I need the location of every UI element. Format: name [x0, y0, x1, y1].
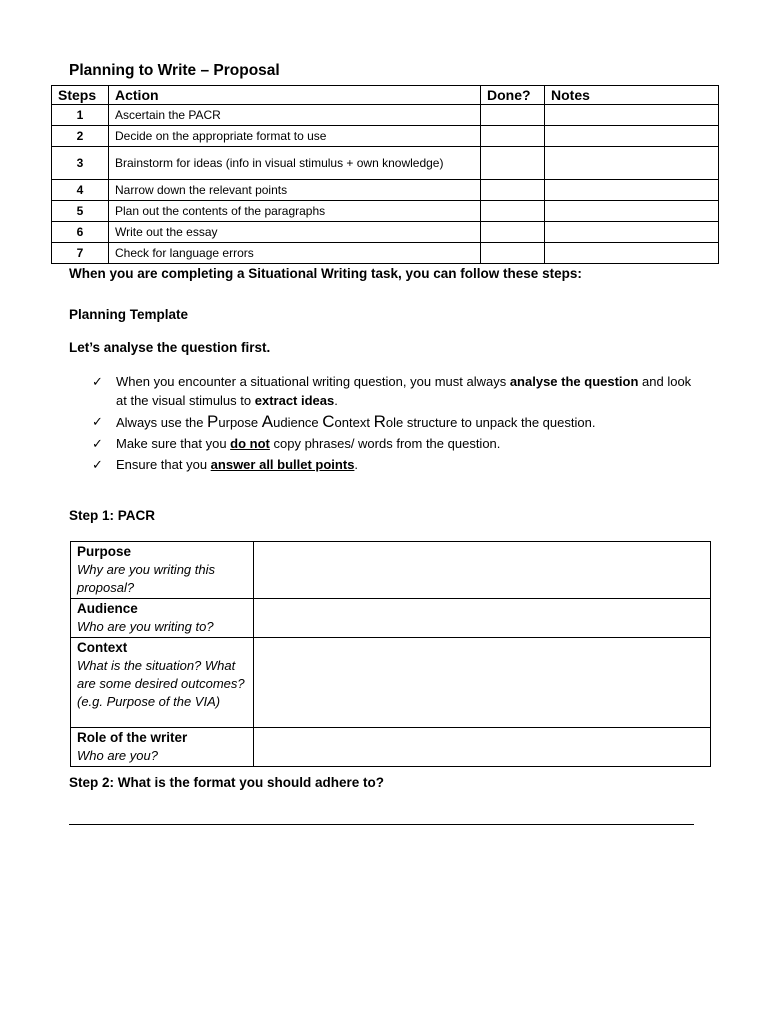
step2-heading: Step 2: What is the format you should adhere to? — [69, 775, 385, 790]
initial-a: A — [261, 412, 274, 431]
text-segment: When you encounter a situational writing question, you must always — [116, 374, 510, 389]
step-number: 3 — [52, 147, 109, 180]
notes-cell[interactable] — [545, 243, 719, 264]
pacr-question: Who are you writing to? — [77, 619, 214, 634]
text-segment: Always use the — [116, 415, 208, 430]
answer-line[interactable] — [69, 824, 694, 825]
pacr-question: What is the situation? What are some desired outcomes? (e.g. Purpose of the VIA) — [77, 658, 245, 709]
notes-cell[interactable] — [545, 180, 719, 201]
steps-header-row — [52, 86, 719, 105]
pacr-answer-cell[interactable] — [254, 638, 711, 728]
table-row — [52, 243, 719, 264]
checklist — [92, 372, 702, 476]
page-title: Planning to Write – Proposal — [69, 62, 280, 79]
text-segment: urpose — [218, 415, 262, 430]
emphasis-do-not: do not — [230, 436, 270, 451]
done-cell[interactable] — [481, 243, 545, 264]
step-action: Narrow down the relevant points — [109, 180, 481, 201]
header-steps: Steps — [52, 86, 109, 105]
list-item — [92, 434, 702, 453]
pacr-answer-cell[interactable] — [254, 599, 711, 638]
step-number: 2 — [52, 126, 109, 147]
emphasis-analyse: analyse the question — [509, 374, 639, 389]
step-action: Brainstorm for ideas (info in visual stimulus + own knowledge) — [109, 147, 481, 180]
pacr-heading: Role of the writer — [77, 730, 188, 745]
done-cell[interactable] — [481, 222, 545, 243]
text-segment: . — [354, 457, 359, 472]
checkmark-icon: ✓ — [92, 414, 103, 429]
text-segment: and look at the visual stimulus to — [116, 374, 692, 408]
text-segment: udience — [273, 415, 323, 430]
notes-cell[interactable] — [545, 105, 719, 126]
checkmark-icon: ✓ — [92, 457, 103, 472]
step-number: 7 — [52, 243, 109, 264]
pacr-table — [70, 541, 711, 767]
notes-cell[interactable] — [545, 222, 719, 243]
pacr-question: Who are you? — [77, 748, 158, 763]
step-number: 1 — [52, 105, 109, 126]
checkmark-icon: ✓ — [92, 436, 103, 451]
emphasis-extract: extract ideas — [254, 393, 335, 408]
steps-table — [51, 85, 719, 264]
table-row — [52, 147, 719, 180]
analyse-heading: Let’s analyse the question first. — [69, 340, 271, 355]
done-cell[interactable] — [481, 126, 545, 147]
notes-cell[interactable] — [545, 201, 719, 222]
table-row — [52, 105, 719, 126]
pacr-heading: Audience — [77, 601, 138, 616]
text-segment: copy phrases/ words from the question. — [269, 436, 501, 451]
step-action: Decide on the appropriate format to use — [109, 126, 481, 147]
step1-heading: Step 1: PACR — [69, 508, 156, 523]
table-row — [71, 599, 711, 638]
pacr-label-cell — [71, 728, 254, 767]
list-item — [92, 372, 702, 410]
step-number: 4 — [52, 180, 109, 201]
step-action: Ascertain the PACR — [109, 105, 481, 126]
intro-text: When you are completing a Situational Writing task, you can follow these steps: — [69, 266, 582, 281]
table-row — [52, 201, 719, 222]
emphasis-bullet-points: answer all bullet points — [210, 457, 355, 472]
text-segment: ole structure to unpack the question. — [385, 415, 596, 430]
text-segment: . — [334, 393, 338, 408]
text-segment: Ensure that you — [116, 457, 211, 472]
notes-cell[interactable] — [545, 126, 719, 147]
table-row — [52, 126, 719, 147]
step-number: 6 — [52, 222, 109, 243]
header-notes: Notes — [545, 86, 719, 105]
step-action: Write out the essay — [109, 222, 481, 243]
pacr-question: Why are you writing this proposal? — [77, 562, 215, 595]
text-segment: ontext — [334, 415, 374, 430]
header-done: Done? — [481, 86, 545, 105]
planning-template-heading: Planning Template — [69, 307, 189, 322]
step-action: Check for language errors — [109, 243, 481, 264]
table-row — [71, 728, 711, 767]
step-action: Plan out the contents of the paragraphs — [109, 201, 481, 222]
initial-r: R — [373, 412, 386, 431]
pacr-heading: Context — [77, 640, 128, 655]
list-item — [92, 455, 702, 474]
pacr-label-cell — [71, 638, 254, 728]
table-row — [71, 638, 711, 728]
pacr-label-cell — [71, 542, 254, 599]
checkmark-icon: ✓ — [92, 374, 103, 389]
pacr-heading: Purpose — [77, 544, 132, 559]
step-number: 5 — [52, 201, 109, 222]
notes-cell[interactable] — [545, 147, 719, 180]
pacr-answer-cell[interactable] — [254, 542, 711, 599]
initial-c: C — [322, 412, 335, 431]
list-item — [92, 412, 702, 432]
table-row — [52, 222, 719, 243]
table-row — [71, 542, 711, 599]
pacr-label-cell — [71, 599, 254, 638]
initial-p: P — [207, 412, 219, 431]
header-action: Action — [109, 86, 481, 105]
text-segment: Make sure that you — [116, 436, 231, 451]
pacr-answer-cell[interactable] — [254, 728, 711, 767]
done-cell[interactable] — [481, 105, 545, 126]
done-cell[interactable] — [481, 147, 545, 180]
done-cell[interactable] — [481, 180, 545, 201]
done-cell[interactable] — [481, 201, 545, 222]
table-row — [52, 180, 719, 201]
